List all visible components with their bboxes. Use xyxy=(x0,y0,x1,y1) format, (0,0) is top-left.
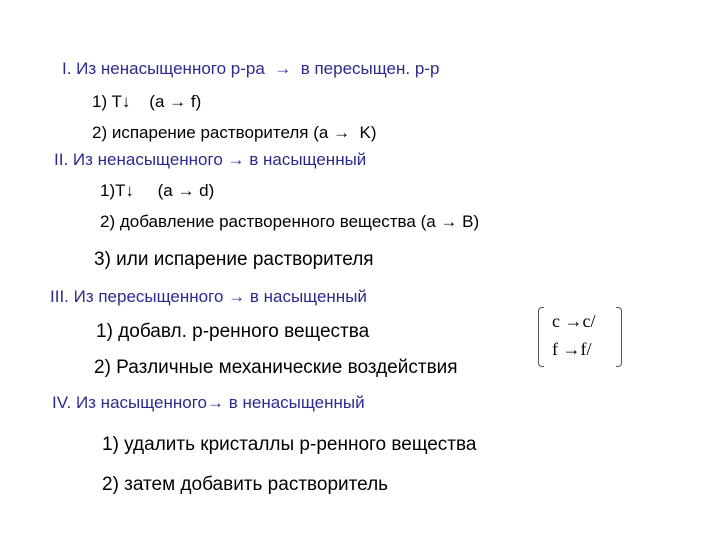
bracket-note-line-1: c →c/ xyxy=(552,311,596,331)
section-3-item-2: 2) Различные механические воздействия xyxy=(94,357,458,378)
section-3-item-1: 1) добавл. р-ренного вещества xyxy=(96,321,370,342)
section-3-heading: III. Из пересыщенного → в насыщенный xyxy=(50,287,367,306)
right-bracket xyxy=(616,307,622,367)
section-4-item-1: 1) удалить кристаллы р-ренного вещества xyxy=(102,434,477,455)
bracket-note-line-2: f →f/ xyxy=(552,339,592,359)
section-2-item-2: 2) добавление растворенного вещества (a → B) xyxy=(100,212,480,231)
section-1-item-1: 1) T↓ (a → f) xyxy=(92,92,202,111)
section-1-heading: I. Из ненасыщенного р-ра → в пересыщен. р-р xyxy=(62,59,440,78)
section-2-heading: II. Из ненасыщенного → в насыщенный xyxy=(54,150,367,169)
section-4-item-2: 2) затем добавить растворитель xyxy=(102,474,389,495)
section-2-item-3: 3) или испарение растворителя xyxy=(94,249,374,270)
section-4-heading: IV. Из насыщенного→ в ненасыщенный xyxy=(52,393,365,412)
left-bracket xyxy=(538,307,544,367)
bracket-note xyxy=(538,305,622,367)
section-2-item-1: 1)T↓ (a → d) xyxy=(100,181,215,200)
section-1-item-2: 2) испарение растворителя (a → K) xyxy=(92,123,377,142)
